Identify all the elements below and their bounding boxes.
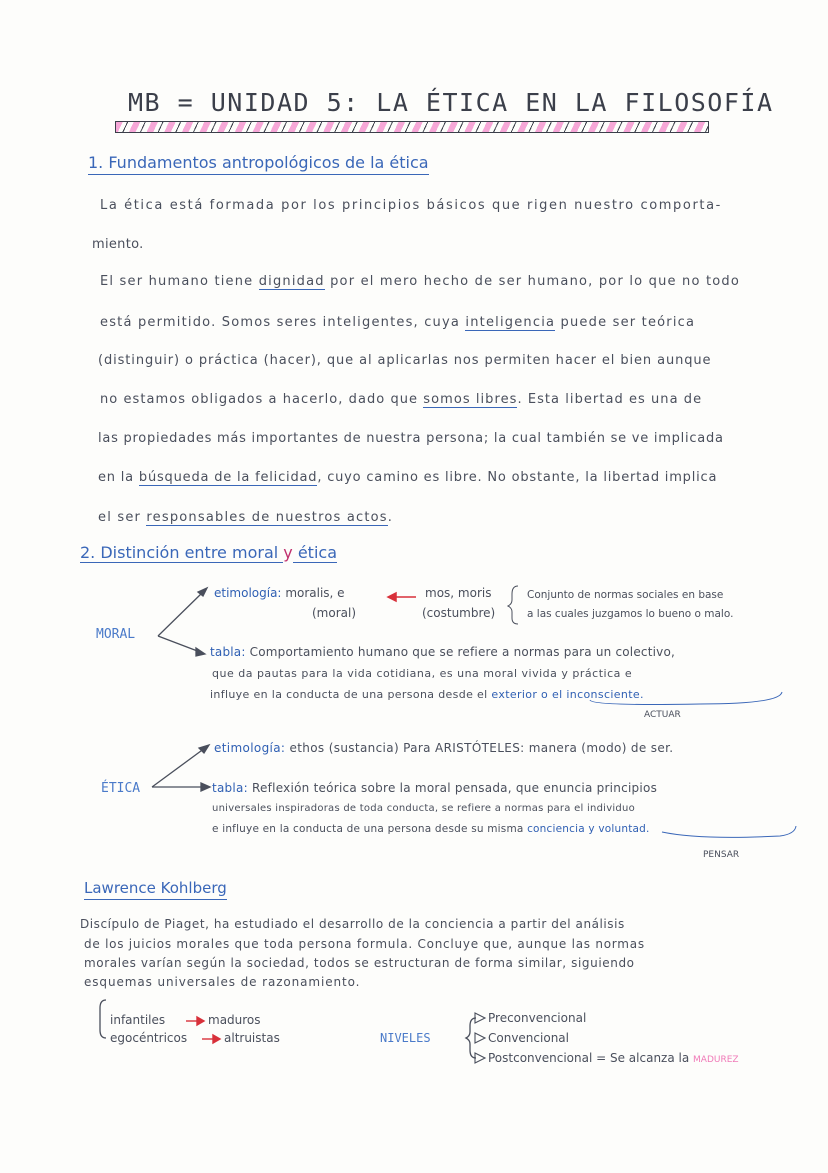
s1-line: está permitido. Somos seres inteligentes, cuya inteligencia puede ser teórica bbox=[100, 315, 696, 330]
s1-line: el ser responsables de nuestros actos. bbox=[98, 510, 394, 525]
moral-definition: a las cuales juzgamos lo bueno o malo. bbox=[527, 608, 734, 620]
s1-line: miento. bbox=[92, 237, 144, 252]
keyword-madurez: MADUREZ bbox=[693, 1055, 739, 1065]
list-altruistas: altruistas bbox=[224, 1031, 280, 1045]
moral-tabla-line: influye en la conducta de una persona desde el exterior o el inconsciente. bbox=[210, 688, 644, 701]
etica-tabla: tabla: Reflexión teórica sobre la moral pensada, que enuncia principios bbox=[212, 781, 658, 795]
moral-origin: mos, moris bbox=[425, 586, 492, 600]
moral-definition: Conjunto de normas sociales en base bbox=[527, 589, 724, 601]
etica-tabla-line: e influye en la conducta de una persona desde su misma conciencia y voluntad. bbox=[212, 823, 650, 835]
moral-tabla-line: que da pautas para la vida cotidiana, es una moral vivida y práctica e bbox=[212, 667, 633, 680]
s1-line: las propiedades más importantes de nuestra persona; la cual también se ve implicada bbox=[98, 431, 724, 446]
etica-etimologia: etimología: ethos (sustancia) Para ARISTÓTELES: manera (modo) de ser. bbox=[214, 741, 674, 755]
kohlberg-line: de los juicios morales que toda persona formula. Concluye que, aunque las normas bbox=[84, 937, 645, 951]
nivel-convencional: Convencional bbox=[488, 1031, 569, 1045]
kohlberg-line: morales varían según la sociedad, todos se estructuran de forma similar, siguiendo bbox=[84, 956, 635, 970]
niveles-label: NIVELES bbox=[380, 1031, 431, 1045]
keyword-dignidad: dignidad bbox=[258, 274, 325, 289]
s1-line: El ser humano tiene dignidad por el mero hecho de ser humano, por lo que no todo bbox=[100, 274, 741, 289]
section2-heading: 2. Distinción entre moral y ética bbox=[80, 543, 337, 562]
list-infantiles: infantiles bbox=[110, 1013, 166, 1027]
list-maduros: maduros bbox=[208, 1013, 261, 1027]
moral-note: ACTUAR bbox=[644, 710, 681, 720]
keyword-felicidad: búsqueda de la felicidad bbox=[138, 470, 318, 485]
moral-etimologia-sub: (moral) bbox=[312, 606, 357, 620]
keyword-libres: somos libres bbox=[423, 392, 518, 407]
keyword-inteligencia: inteligencia bbox=[465, 315, 556, 330]
moral-label: MORAL bbox=[96, 627, 136, 642]
kohlberg-line: esquemas universales de razonamiento. bbox=[84, 975, 361, 989]
page-title: MB = UNIDAD 5: LA ÉTICA EN LA FILOSOFÍA bbox=[128, 88, 774, 117]
nivel-preconvencional: Preconvencional bbox=[488, 1011, 587, 1025]
kohlberg-line: Discípulo de Piaget, ha estudiado el desarrollo de la conciencia a partir del análisis bbox=[80, 917, 625, 931]
moral-tabla: tabla: Comportamiento humano que se refiere a normas para un colectivo, bbox=[210, 645, 676, 659]
moral-origin-sub: (costumbre) bbox=[422, 606, 496, 620]
s1-line: La ética está formada por los principios básicos que rigen nuestro comporta- bbox=[100, 198, 722, 213]
keyword-responsables: responsables de nuestros actos bbox=[146, 510, 388, 525]
s1-line: en la búsqueda de la felicidad, cuyo camino es libre. No obstante, la libertad implica bbox=[98, 470, 718, 485]
etica-note: PENSAR bbox=[703, 850, 740, 860]
etica-label: ÉTICA bbox=[101, 781, 141, 796]
s1-line: (distinguir) o práctica (hacer), que al aplicarlas nos permiten hacer el bien aunque bbox=[98, 353, 712, 368]
nivel-postconvencional: Postconvencional = Se alcanza la MADUREZ bbox=[488, 1051, 739, 1065]
moral-etimologia: etimología: moralis, e bbox=[214, 586, 345, 600]
s1-line: no estamos obligados a hacerlo, dado que somos libres. Esta libertad es una de bbox=[100, 392, 703, 407]
etica-tabla-line: universales inspiradoras de toda conducta, se refiere a normas para el individuo bbox=[212, 803, 635, 814]
section1-heading: 1. Fundamentos antropológicos de la ética bbox=[88, 153, 429, 175]
list-egocentricos: egocéntricos bbox=[110, 1031, 188, 1045]
kohlberg-heading: Lawrence Kohlberg bbox=[84, 879, 227, 900]
